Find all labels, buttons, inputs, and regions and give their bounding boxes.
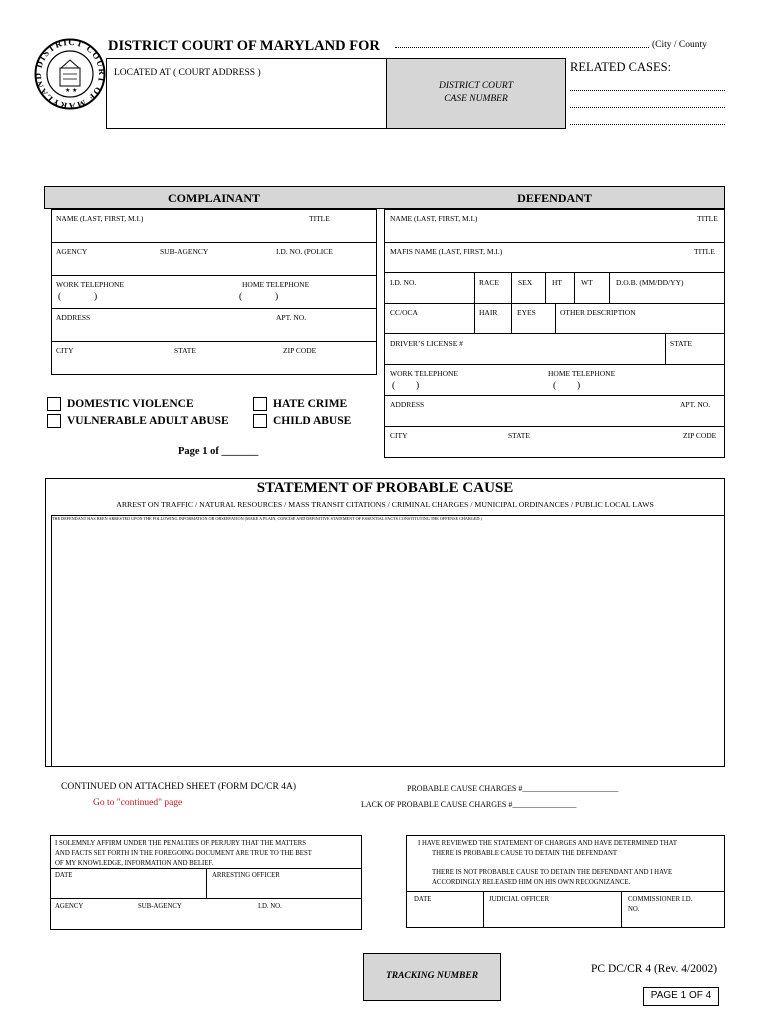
affirm-date-label: DATE xyxy=(55,872,73,879)
related-cases-label: RELATED CASES: xyxy=(570,60,672,74)
complainant-address-label: ADDRESS xyxy=(56,313,91,322)
defendant-ht-label: HT xyxy=(552,278,562,287)
defendant-city-field[interactable] xyxy=(384,426,725,458)
defendant-sex-field[interactable] xyxy=(511,272,546,304)
complainant-apt-label: APT. NO. xyxy=(276,313,307,322)
defendant-home-paren-open: ( xyxy=(553,381,557,391)
court-title: DISTRICT COURT OF MARYLAND FOR xyxy=(108,38,380,54)
affirm-date-field[interactable] xyxy=(50,868,207,899)
form-id-label: PC DC/CR 4 (Rev. 4/2002) xyxy=(591,963,718,975)
defendant-address-field[interactable] xyxy=(384,395,725,427)
complainant-home-paren-open: ( xyxy=(239,292,243,302)
probable-cause-checkbox[interactable] xyxy=(408,838,414,886)
complainant-home-tel-label: HOME TELEPHONE xyxy=(242,280,310,289)
statement-subtitle: ARREST ON TRAFFIC / NATURAL RESOURCES / MASS TRANSIT CITATIONS / CRIMINAL CHARGES / MUNICIPAL ORDINANCES / PUBLIC LOCAL LAWS xyxy=(116,500,654,509)
lack-pc-charges-field[interactable]: LACK OF PROBABLE CAUSE CHARGES #________________ xyxy=(361,800,577,809)
city-county-label: (City / County xyxy=(652,40,707,50)
complainant-work-paren-close: ) xyxy=(94,292,98,302)
svg-text:★ ★: ★ ★ xyxy=(65,88,78,94)
affirm-agency-field[interactable] xyxy=(50,898,362,930)
judicial-officer-label: JUDICIAL OFFICER xyxy=(489,896,549,903)
defendant-apt-label: APT. NO. xyxy=(680,400,711,409)
related-case-line-2[interactable] xyxy=(570,107,725,108)
defendant-wt-label: WT xyxy=(581,278,593,287)
defendant-race-field[interactable] xyxy=(474,272,512,304)
defendant-city-label: CITY xyxy=(390,431,408,440)
defendant-race-label: RACE xyxy=(479,278,500,287)
review-line-4: ACCORDINGLY RELEASED HIM ON HIS OWN RECOGNIZANCE. xyxy=(432,879,631,886)
complainant-address-field[interactable] xyxy=(51,308,377,342)
affirm-line-1: I SOLEMNLY AFFIRM UNDER THE PENALTIES OF PERJURY THAT THE MATTERS xyxy=(55,840,307,847)
defendant-work-paren-close: ) xyxy=(416,381,420,391)
related-case-line-3[interactable] xyxy=(570,124,725,125)
page-number-label: PAGE 1 OF 4 xyxy=(650,990,712,1001)
complainant-zip-label: ZIP CODE xyxy=(283,346,317,355)
defendant-state-label: STATE xyxy=(508,431,530,440)
vulnerable-adult-checkbox[interactable] xyxy=(47,414,61,428)
statement-instruction: THE DEFENDANT HAS BEEN ARRESTED UPON THE FOLLOWING INFORMATION OR OBSERVATION (MAKE A PLAIN, CONCISE AND DEFINITIVE STATEMENT OF ESSENTIAL FACTS CONSTITUTING THE OFFENSE CHARGED.) xyxy=(52,516,482,521)
defendant-mafis-label: MAFIS NAME (LAST, FIRST, M.I.) xyxy=(390,247,503,256)
case-number-label-2: CASE NUMBER xyxy=(444,94,508,104)
seal-text: DISTRICT COU T OF MARYLAN xyxy=(34,38,106,110)
defendant-title-label: TITLE xyxy=(697,214,718,223)
statement-title: STATEMENT OF PROBABLE CAUSE xyxy=(256,480,514,496)
review-line-1: I HAVE REVIEWED THE STATEMENT OF CHARGES AND HAVE DETERMINED THAT xyxy=(418,840,677,847)
complainant-id-label: I.D. NO. (POLICE xyxy=(276,247,333,256)
complainant-home-paren-close: ) xyxy=(275,292,279,302)
defendant-license-state-field[interactable] xyxy=(665,333,725,365)
county-line[interactable] xyxy=(395,47,649,48)
defendant-title2-label: TITLE xyxy=(694,247,715,256)
commissioner-id-label-1: COMMISSIONER I.D. xyxy=(628,896,693,903)
complainant-state-label: STATE xyxy=(174,346,196,355)
complainant-city-field[interactable] xyxy=(51,341,377,375)
statement-text-area[interactable] xyxy=(51,515,725,767)
defendant-dob-field[interactable] xyxy=(609,272,725,304)
defendant-zip-label: ZIP CODE xyxy=(683,431,717,440)
complainant-city-label: CITY xyxy=(56,346,74,355)
complainant-subagency-label: SUB-AGENCY xyxy=(160,247,209,256)
defendant-dob-label: D.O.B. (MM/DD/YY) xyxy=(616,278,684,287)
defendant-other-label: OTHER DESCRIPTION xyxy=(560,308,636,317)
defendant-heading: DEFENDANT xyxy=(517,191,592,205)
defendant-wt-field[interactable] xyxy=(574,272,610,304)
defendant-work-paren-open: ( xyxy=(392,381,396,391)
seal-icon xyxy=(34,38,106,110)
defendant-license-state-label: STATE xyxy=(670,339,692,348)
review-line-2: THERE IS PROBABLE CAUSE TO DETAIN THE DEFENDANT xyxy=(432,850,618,857)
court-seal xyxy=(34,38,106,110)
defendant-address-label: ADDRESS xyxy=(390,400,425,409)
continued-label: CONTINUED ON ATTACHED SHEET (FORM DC/CR 4A) xyxy=(61,782,296,792)
child-abuse-label: CHILD ABUSE xyxy=(273,415,352,427)
complainant-work-tel-label: WORK TELEPHONE xyxy=(56,280,124,289)
case-number-label-1: DISTRICT COURT xyxy=(439,81,513,91)
page-of-label: Page 1 of _______ xyxy=(178,446,259,457)
complainant-heading: COMPLAINANT xyxy=(168,191,260,205)
defendant-home-paren-close: ) xyxy=(577,381,581,391)
domestic-violence-label: DOMESTIC VIOLENCE xyxy=(67,398,194,410)
defendant-id-field[interactable] xyxy=(384,272,475,304)
complainant-work-paren-open: ( xyxy=(58,292,62,302)
affirm-id-label: I.D. NO. xyxy=(258,903,282,910)
complainant-agency-label: AGENCY xyxy=(56,247,88,256)
vulnerable-adult-label: VULNERABLE ADULT ABUSE xyxy=(67,415,229,427)
defendant-license-field[interactable] xyxy=(384,333,666,365)
hate-crime-label: HATE CRIME xyxy=(273,398,348,410)
domestic-violence-checkbox[interactable] xyxy=(47,397,61,411)
defendant-ccoca-label: CC/OCA xyxy=(390,308,418,317)
defendant-eyes-label: EYES xyxy=(517,308,536,317)
defendant-ht-field[interactable] xyxy=(545,272,575,304)
arresting-officer-label: ARRESTING OFFICER xyxy=(212,872,280,879)
affirm-subagency-label: SUB-AGENCY xyxy=(138,903,182,910)
tracking-number-label: TRACKING NUMBER xyxy=(385,971,479,981)
defendant-name-label: NAME (LAST, FIRST, M.I.) xyxy=(390,214,478,223)
affirm-line-2: AND FACTS SET FORTH IN THE FOREGOING DOCUMENT ARE TRUE TO THE BEST xyxy=(55,850,312,857)
commissioner-id-label-2: NO. xyxy=(628,906,640,913)
continued-link[interactable]: Go to "continued" page xyxy=(93,798,183,808)
defendant-id-label: I.D. NO. xyxy=(390,278,417,287)
defendant-license-label: DRIVER’S LICENSE # xyxy=(390,339,463,348)
defendant-hair-label: HAIR xyxy=(479,308,498,317)
review-line-3: THERE IS NOT PROBABLE CAUSE TO DETAIN THE DEFENDANT AND I HAVE xyxy=(432,869,673,876)
pc-charges-field[interactable]: PROBABLE CAUSE CHARGES #________________________ xyxy=(407,784,619,793)
review-date-label: DATE xyxy=(414,896,432,903)
child-abuse-checkbox[interactable] xyxy=(253,414,267,428)
complainant-title-label: TITLE xyxy=(309,214,330,223)
affirm-line-3: OF MY KNOWLEDGE, INFORMATION AND BELIEF. xyxy=(55,860,214,867)
defendant-sex-label: SEX xyxy=(518,278,533,287)
defendant-home-tel-label: HOME TELEPHONE xyxy=(548,369,616,378)
defendant-work-tel-label: WORK TELEPHONE xyxy=(390,369,458,378)
complainant-name-label: NAME (LAST, FIRST, M.I.) xyxy=(56,214,144,223)
located-at-label: LOCATED AT ( COURT ADDRESS ) xyxy=(114,68,261,78)
hate-crime-checkbox[interactable] xyxy=(253,397,267,411)
affirm-agency-label: AGENCY xyxy=(55,903,84,910)
related-case-line-1[interactable] xyxy=(570,90,725,91)
